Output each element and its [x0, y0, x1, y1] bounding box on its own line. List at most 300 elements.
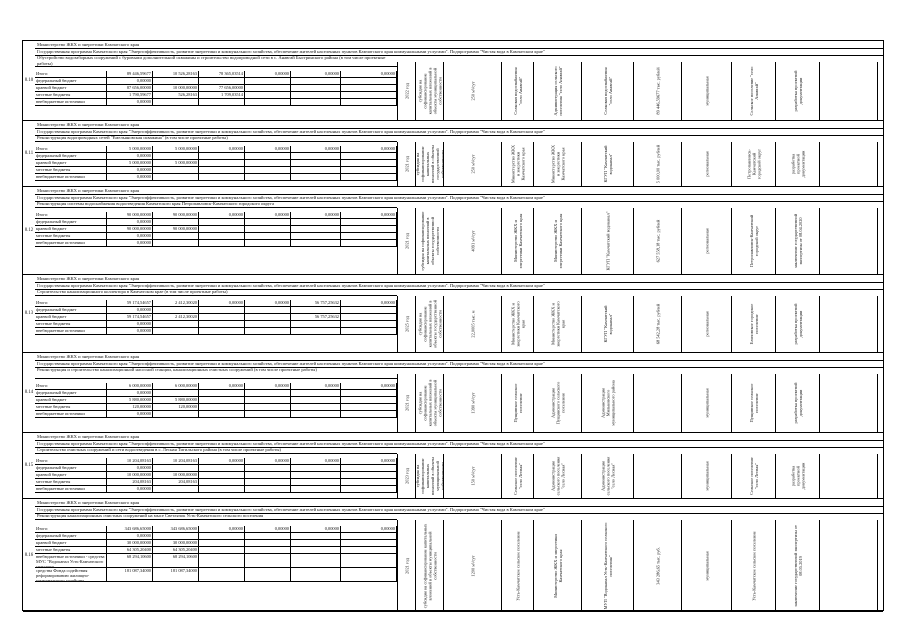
funding-source-label: внебюджетные источники	[35, 240, 107, 247]
attribute-cell	[581, 296, 633, 352]
funding-value: 10 000,00000	[153, 472, 199, 479]
attribute-cell	[775, 62, 819, 120]
funding-value	[341, 465, 397, 472]
funding-value	[341, 160, 397, 167]
funding-row	[35, 314, 397, 321]
funding-value	[153, 411, 199, 418]
funding-value	[153, 533, 199, 540]
funding-row	[35, 146, 397, 153]
funding-value	[245, 321, 291, 328]
funding-value: 0,00000	[291, 383, 341, 390]
attribute-cell	[775, 520, 819, 611]
funding-source-label: Итого:	[35, 71, 107, 78]
funding-value: 0,00000	[245, 71, 291, 78]
ministry-header: Министерство ЖКХ и энергетики Камчатского края	[35, 275, 883, 283]
funding-value	[199, 568, 245, 582]
funding-value: 0,00000	[107, 99, 153, 106]
attribute-text: 5 000,00 тыс. рублей	[655, 144, 660, 184]
funding-value	[245, 174, 291, 181]
funding-value: 0,00000	[199, 526, 245, 533]
funding-value: 0,00000	[291, 71, 341, 78]
funding-value	[291, 554, 341, 568]
attribute-cell	[633, 520, 681, 611]
funding-value	[291, 85, 341, 92]
attribute-text: муниципальная	[704, 550, 709, 581]
funding-value	[199, 540, 245, 547]
funding-value: 87 656,00000	[107, 85, 153, 92]
funding-value: 0,00000	[199, 300, 245, 307]
funding-value: 90 000,00000	[153, 212, 199, 219]
funding-value: 0,00000	[107, 411, 153, 418]
attribute-text: Селкован водоснабжения "село Анавгай"	[602, 67, 613, 115]
funding-value: 0,00000	[341, 526, 397, 533]
attribute-cell	[731, 208, 775, 274]
attribute-cell	[415, 62, 443, 120]
funding-value: 56 757,25632	[291, 300, 341, 307]
funding-source-label: внебюджетные источники - средства МУС "Водоканал Усть-Камчатского сельского	[35, 554, 107, 568]
attribute-cell	[731, 520, 775, 611]
funding-value: 0,00000	[245, 300, 291, 307]
attribute-cell	[501, 208, 533, 274]
funding-value: 0,00000	[245, 383, 291, 390]
event-number: 8.16	[24, 552, 34, 558]
attribute-cell	[731, 142, 775, 186]
attribute-text: КГУП "Камчатский водоканал"	[602, 305, 613, 343]
funding-value	[245, 328, 291, 335]
funding-source-label: местные бюджеты	[35, 404, 107, 411]
attribute-text: 22,0005 тыс. м	[470, 310, 475, 338]
funding-value	[341, 397, 397, 404]
funding-value: 0,00000	[107, 486, 153, 493]
ministry-header: Министерство ЖКХ и энергетики Камчатского края	[35, 353, 883, 361]
funding-row	[35, 300, 397, 307]
funding-value: 204,08163	[153, 479, 199, 486]
funding-value	[199, 390, 245, 397]
funding-value	[291, 397, 341, 404]
attribute-cell	[501, 374, 533, 432]
attribute-cell	[819, 296, 877, 352]
funding-value	[153, 328, 199, 335]
funding-value: 5 000,00000	[153, 146, 199, 153]
funding-source-label: внебюджетные источники	[35, 99, 107, 106]
funding-value: 1 709,03514	[199, 92, 245, 99]
funding-source-label: внебюджетные источники	[35, 411, 107, 418]
attribute-cell	[681, 62, 731, 120]
attribute-text: Министерство ЖКХ и энергетики Камчатского края	[552, 533, 563, 598]
attribute-cell	[731, 374, 775, 432]
attribute-text: Администрация сельского поселения "село Лесная"	[600, 456, 615, 496]
funding-value: 59 174,54657	[107, 300, 153, 307]
attribute-cell	[501, 142, 533, 186]
funding-value	[245, 78, 291, 85]
attribute-text: Министерство ЖКХ и энергетики Камчатского края	[510, 144, 525, 184]
funding-row	[35, 321, 397, 328]
funding-source-label: федеральный бюджет	[35, 219, 107, 226]
funding-value: 64 305,20400	[107, 547, 153, 554]
funding-row	[35, 307, 397, 314]
attribute-text: МУП "Водоканал Усть-Камчатского сельского поселения"	[602, 522, 613, 609]
funding-value	[199, 167, 245, 174]
funding-value	[199, 99, 245, 106]
funding-value	[199, 547, 245, 554]
attribute-text: разработка проектной документации	[790, 150, 805, 178]
funding-value	[245, 486, 291, 493]
funding-value: 0,00000	[107, 153, 153, 160]
attribute-text: 1200 м³/сут	[470, 554, 475, 577]
funding-value: 181 087,34000	[107, 568, 153, 582]
funding-value: 68 294,10600	[153, 554, 199, 568]
funding-source-label: местные бюджеты	[35, 92, 107, 99]
event-number: 8.15	[24, 463, 34, 468]
funding-value	[199, 321, 245, 328]
funding-value	[341, 486, 397, 493]
funding-value	[199, 404, 245, 411]
funding-value	[341, 153, 397, 160]
attribute-cell	[501, 520, 533, 611]
funding-value	[245, 479, 291, 486]
funding-value	[199, 397, 245, 404]
funding-value	[341, 99, 397, 106]
program-header: Государственная программа Камчатского края "Энергоэффективность, развитие энергетики и коммунального хозяйства, обеспечение жителей населенных пунктов Камчатского края коммунальными услугами". Подпрограмма "Чистая вода в Камчатском крае"	[35, 506, 883, 514]
funding-value: 5 000,00000	[107, 146, 153, 153]
funding-row	[35, 212, 397, 219]
funding-value	[341, 307, 397, 314]
funding-value	[341, 479, 397, 486]
funding-value	[291, 533, 341, 540]
attribute-text: 4091 м³/сут	[470, 230, 475, 252]
attribute-cell	[443, 374, 501, 432]
program-header: Государственная программа Камчатского края "Энергоэффективность, развитие энергетики и коммунального хозяйства, обеспечение жителей населенных пунктов Камчатского края коммунальными услугами". Подпрограмма "Чистая вода в Камчатском крае"	[35, 282, 883, 290]
funding-value	[341, 167, 397, 174]
funding-value	[291, 465, 341, 472]
event-title: Строительство очистных сооружений и сети водоотведения в с. Лесная Тигильского района (в том числе проектные работы)	[35, 447, 397, 454]
funding-source-label: внебюджетные источники	[35, 174, 107, 181]
funding-value	[153, 219, 199, 226]
funding-value: 526,28163	[153, 92, 199, 99]
attribute-cell	[533, 208, 581, 274]
document-table	[22, 40, 884, 611]
attribute-columns	[397, 374, 883, 432]
funding-value	[199, 328, 245, 335]
attribute-cell	[819, 142, 877, 186]
funding-row	[35, 240, 397, 247]
attribute-text: Администрация Пущинского сельского поселения	[550, 381, 565, 425]
attribute-text: Пущинское сельское поселение	[512, 383, 523, 423]
funding-value	[341, 390, 397, 397]
attribute-cell	[533, 296, 581, 352]
funding-value	[291, 307, 341, 314]
funding-value: 5 000,00000	[107, 160, 153, 167]
attribute-cell	[731, 454, 775, 498]
attribute-columns	[397, 520, 883, 611]
event-title: Реконструкция канализационных очистных сооружений на мысе Светлячок Усть-Камчатского сельского поселения	[35, 513, 397, 520]
attribute-text: КГУП "Камчатский водоканал"	[605, 211, 610, 271]
funding-value	[291, 321, 341, 328]
event-title: Реконструкция системы водоснабжения водоотведения Камчатского края Петропавловск-Камчатского городского округа	[35, 201, 397, 208]
attribute-text: Усть-Камчатское сельское поселение	[515, 530, 520, 601]
funding-value	[341, 321, 397, 328]
attribute-cell	[775, 374, 819, 432]
attribute-text: Министерство ЖКХ и энергетики Камчатского края	[550, 301, 565, 347]
funding-value	[291, 92, 341, 99]
funding-value: 0,00000	[107, 167, 153, 174]
ministry-header: Министерство ЖКХ и энергетики Камчатского края	[35, 121, 883, 129]
attribute-text: разработка проектной документации	[790, 462, 805, 490]
attribute-cell	[533, 454, 581, 498]
attribute-cell	[731, 296, 775, 352]
attribute-cell	[415, 208, 443, 274]
attribute-text: региональная	[704, 151, 709, 177]
program-section	[23, 353, 883, 433]
attribute-text: 2021 год	[404, 233, 409, 249]
funding-value	[341, 314, 397, 321]
funding-value	[245, 404, 291, 411]
funding-row	[35, 547, 397, 554]
funding-value: 89 446,59677	[107, 71, 153, 78]
funding-value: 56 757,25632	[291, 314, 341, 321]
funding-value	[245, 533, 291, 540]
funding-value	[245, 240, 291, 247]
funding-value: 0,00000	[107, 78, 153, 85]
funding-value	[245, 465, 291, 472]
funding-value	[245, 411, 291, 418]
funding-value	[245, 547, 291, 554]
funding-value	[245, 160, 291, 167]
funding-value	[199, 411, 245, 418]
funding-row	[35, 226, 397, 233]
attribute-text: 2021 год	[404, 395, 409, 411]
attribute-cell	[533, 520, 581, 611]
funding-row	[35, 383, 397, 390]
attribute-columns	[397, 142, 883, 186]
funding-value: 0,00000	[107, 233, 153, 240]
funding-row	[35, 153, 397, 160]
attribute-text: Елизовское городское поселение	[748, 303, 759, 345]
funding-row	[35, 85, 397, 92]
funding-value	[153, 167, 199, 174]
attribute-cell	[415, 142, 443, 186]
attribute-cell	[775, 208, 819, 274]
funding-value	[291, 167, 341, 174]
funding-value	[245, 397, 291, 404]
funding-value	[291, 404, 341, 411]
funding-value	[341, 92, 397, 99]
funding-value	[291, 226, 341, 233]
funding-row	[35, 533, 397, 540]
funding-value	[245, 153, 291, 160]
funding-value	[153, 233, 199, 240]
funding-value	[245, 233, 291, 240]
attribute-cell	[397, 454, 415, 498]
attribute-cell	[633, 142, 681, 186]
ministry-header: Министерство ЖКХ и энергетики Камчатского края	[35, 499, 883, 507]
funding-value: 0,00000	[291, 212, 341, 219]
ministry-header: Министерство ЖКХ и энергетики Камчатского края	[35, 41, 883, 49]
funding-value	[341, 411, 397, 418]
attribute-cell	[443, 454, 501, 498]
funding-source-label: местные бюджеты	[35, 233, 107, 240]
program-section	[23, 41, 883, 121]
attribute-cell	[775, 142, 819, 186]
funding-value	[341, 233, 397, 240]
attribute-cell	[633, 296, 681, 352]
attribute-cell	[877, 520, 905, 611]
funding-row	[35, 479, 397, 486]
attribute-cell	[443, 520, 501, 611]
attribute-cell	[819, 454, 877, 498]
funding-value	[245, 226, 291, 233]
funding-row	[35, 233, 397, 240]
funding-value: 0,00000	[245, 212, 291, 219]
funding-value: 181 087,34000	[153, 568, 199, 582]
funding-value	[245, 554, 291, 568]
attribute-cell	[877, 296, 905, 352]
event-number: 8.10	[24, 78, 34, 83]
funding-source-label: местные бюджеты	[35, 167, 107, 174]
attribute-text: Администрация сельского поселения "село Лесная"	[550, 456, 565, 496]
attribute-text: 627 558,18 тыс. рублей	[655, 219, 660, 263]
funding-value: 5 880,00000	[107, 397, 153, 404]
attribute-cell	[581, 374, 633, 432]
funding-row	[35, 390, 397, 397]
attribute-cell	[819, 62, 877, 120]
funding-row	[35, 92, 397, 99]
funding-source-label: федеральный бюджет	[35, 153, 107, 160]
funding-row	[35, 71, 397, 78]
funding-value	[291, 486, 341, 493]
attribute-cell	[681, 520, 731, 611]
funding-value: 0,00000	[341, 458, 397, 465]
attribute-cell	[775, 454, 819, 498]
funding-value	[291, 568, 341, 582]
attribute-text: 2021 год	[404, 156, 409, 172]
funding-row	[35, 167, 397, 174]
funding-value: 0,00000	[107, 465, 153, 472]
attribute-text: 2023 год	[404, 468, 409, 484]
funding-value: 0,00000	[245, 146, 291, 153]
funding-value	[245, 219, 291, 226]
funding-value	[291, 411, 341, 418]
program-section	[23, 187, 883, 275]
funding-value: 10 204,08163	[153, 458, 199, 465]
funding-value: 204,08163	[107, 479, 153, 486]
funding-value	[153, 153, 199, 160]
attribute-text: 89 446,59677 тыс. рублей	[655, 67, 660, 115]
funding-value	[199, 174, 245, 181]
funding-value: 0,00000	[199, 458, 245, 465]
funding-row	[35, 465, 397, 472]
funding-row	[35, 174, 397, 181]
attribute-cell	[533, 142, 581, 186]
funding-value	[245, 307, 291, 314]
attribute-text: Министерство ЖКХ и энергетики Камчатского края	[550, 144, 565, 184]
funding-value	[153, 307, 199, 314]
funding-value	[199, 219, 245, 226]
funding-value: 78 365,03514	[199, 71, 245, 78]
funding-source-label: краевой бюджет	[35, 160, 107, 167]
attribute-text: Министерство ЖКХ и энергетики Камчатского края	[512, 213, 523, 269]
attribute-cell	[581, 454, 633, 498]
ministry-header: Министерство ЖКХ и энергетики Камчатского края	[35, 187, 883, 195]
funding-value: 0,00000	[107, 174, 153, 181]
funding-value: 0,00000	[291, 526, 341, 533]
funding-value	[199, 486, 245, 493]
attribute-cell	[415, 520, 443, 611]
funding-source-label: федеральный бюджет	[35, 307, 107, 314]
attribute-cell	[633, 208, 681, 274]
funding-value: 6 000,00000	[153, 383, 199, 390]
attribute-text: субсидия на софинансирование капитальных вложений в объекты муниципальной собственности	[414, 456, 445, 496]
attribute-text: субсидия на софинансирование капитальных вложений в объекты муниципальной собственности	[422, 523, 437, 608]
attribute-text: Петропавловск-Камчатский городской округ	[746, 148, 761, 180]
funding-value	[341, 78, 397, 85]
funding-row	[35, 540, 397, 547]
attribute-text: Министерство ЖКХ и энергетики Камчатского края	[510, 301, 525, 347]
funding-value	[291, 240, 341, 247]
funding-source-label: местные бюджеты	[35, 547, 107, 554]
attribute-cell	[633, 374, 681, 432]
attribute-cell	[819, 520, 877, 611]
funding-value	[153, 240, 199, 247]
event-number: 8.14	[24, 390, 34, 395]
funding-source-label: Итого:	[35, 383, 107, 390]
funding-value: 0,00000	[199, 383, 245, 390]
funding-value: 0,00000	[107, 219, 153, 226]
attribute-cell	[443, 62, 501, 120]
funding-value	[291, 153, 341, 160]
funding-value	[341, 174, 397, 181]
funding-value	[153, 174, 199, 181]
funding-value	[341, 85, 397, 92]
funding-value	[291, 479, 341, 486]
attribute-cell	[443, 208, 501, 274]
funding-source-label: краевой бюджет	[35, 314, 107, 321]
funding-row	[35, 486, 397, 493]
funding-value	[199, 479, 245, 486]
funding-value: 0,00000	[291, 146, 341, 153]
funding-source-label: краевой бюджет	[35, 85, 107, 92]
funding-value: 0,00000	[341, 300, 397, 307]
program-section	[23, 499, 883, 612]
funding-value	[291, 390, 341, 397]
program-section	[23, 121, 883, 187]
funding-value: 2 412,30020	[153, 314, 199, 321]
attribute-text: Сельское поселение "село Лесная"	[748, 457, 759, 495]
funding-value	[199, 465, 245, 472]
funding-row	[35, 568, 397, 582]
attribute-text: КГУП "Камчатский водоканал"	[602, 145, 613, 183]
attribute-text: Сельское поселение "село Лесная"	[512, 457, 523, 495]
funding-value	[341, 540, 397, 547]
attribute-cell	[415, 454, 443, 498]
funding-row	[35, 554, 397, 568]
attribute-text: заключение государственной экспертизы от 08.05.2019	[792, 524, 803, 607]
attribute-columns	[397, 208, 883, 274]
ministry-header: Министерство ЖКХ и энергетики Камчатского края	[35, 433, 883, 441]
funding-value	[245, 99, 291, 106]
funding-value	[199, 226, 245, 233]
attribute-cell	[443, 142, 501, 186]
funding-row	[35, 472, 397, 479]
funding-value: 0,00000	[341, 71, 397, 78]
attribute-text: 2025 год	[404, 316, 409, 332]
funding-value: 64 305,20400	[153, 547, 199, 554]
funding-source-label: федеральный бюджет	[35, 465, 107, 472]
funding-value	[341, 568, 397, 582]
funding-value: 0,00000	[291, 458, 341, 465]
funding-row	[35, 526, 397, 533]
funding-value	[245, 167, 291, 174]
